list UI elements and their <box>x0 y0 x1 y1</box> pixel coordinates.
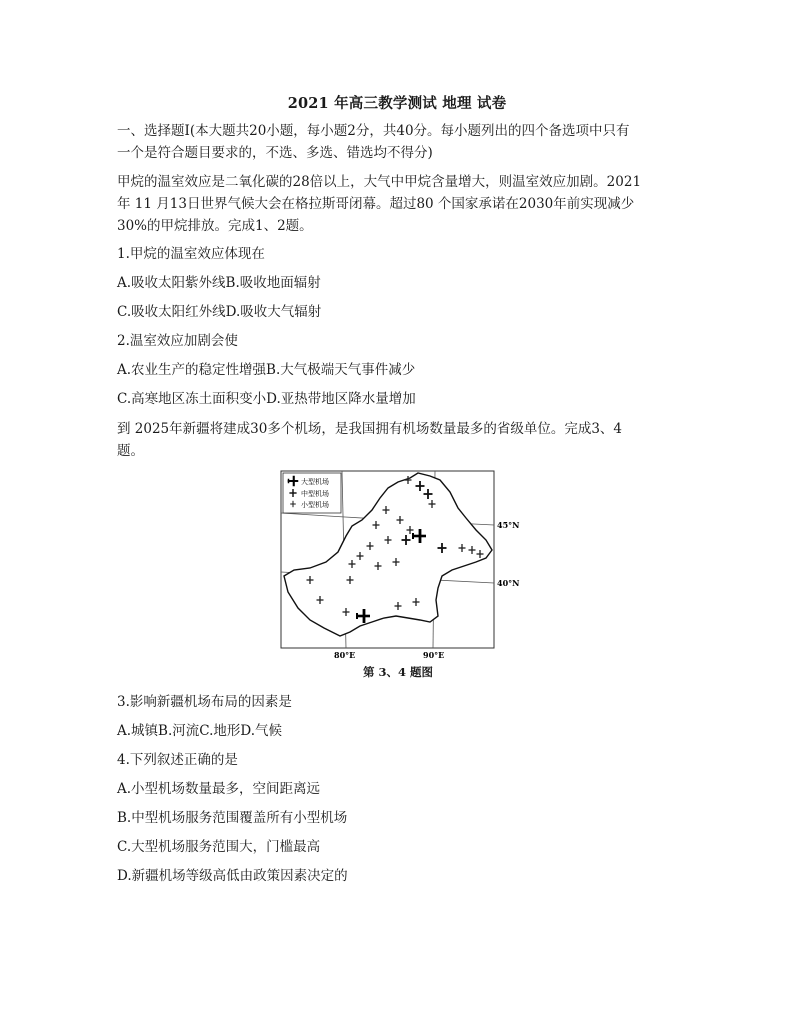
legend-label-large: 大型机场 <box>301 478 329 486</box>
question-4-option-a: A.小型机场数量最多，空间距离远 <box>117 781 321 797</box>
legend-label-medium: 中型机场 <box>301 490 329 498</box>
passage-1-line-3: 30%的甲烷排放。完成1、2题。 <box>117 218 313 234</box>
question-4-option-d: D.新疆机场等级高低由政策因素决定的 <box>117 868 348 884</box>
question-4-option-b: B.中型机场服务范围覆盖所有小型机场 <box>117 810 348 826</box>
question-2-stem: 2.温室效应加剧会使 <box>117 333 238 349</box>
lon-label-80: 80°E <box>334 650 356 660</box>
lon-label-90: 90°E <box>423 650 445 660</box>
question-1-options-cd: C.吸收太阳红外线D.吸收大气辐射 <box>117 304 322 320</box>
lat-label-45: 45°N <box>497 520 520 530</box>
passage-1-line-2: 年 11 月13日世界气候大会在格拉斯哥闭幕。超过80 个国家承诺在2030年前实现减少 <box>117 196 635 212</box>
question-2-options-cd: C.高寒地区冻土面积变小D.亚热带地区降水量增加 <box>117 391 416 407</box>
question-1-options-ab: A.吸收太阳紫外线B.吸收地面辐射 <box>117 275 321 291</box>
map-caption: 第 3、4 题图 <box>362 665 433 679</box>
page-title: 2021 年高三教学测试 地理 试卷 <box>287 95 507 112</box>
passage-2-line-2: 题。 <box>117 443 144 459</box>
lat-label-40: 40°N <box>497 578 520 588</box>
map-svg <box>280 470 520 660</box>
xinjiang-airport-map <box>280 470 520 684</box>
question-2-options-ab: A.农业生产的稳定性增强B.大气极端天气事件减少 <box>117 362 416 378</box>
question-1-stem: 1.甲烷的温室效应体现在 <box>117 246 265 262</box>
passage-2-line-1: 到 2025年新疆将建成30多个机场，是我国拥有机场数量最多的省级单位。完成3、4 <box>117 421 623 437</box>
section-heading-line-1: 一、选择题Ⅰ(本大题共20小题，每小题2分，共40分。每小题列出的四个备选项中只有 <box>117 123 630 139</box>
question-4-stem: 4.下列叙述正确的是 <box>117 752 238 768</box>
passage-1-line-1: 甲烷的温室效应是二氧化碳的28倍以上，大气中甲烷含量增大，则温室效应加剧。2021 <box>117 174 642 190</box>
legend-label-small: 小型机场 <box>301 501 329 509</box>
question-3-stem: 3.影响新疆机场布局的因素是 <box>117 694 292 710</box>
question-4-option-c: C.大型机场服务范围大，门槛最高 <box>117 839 321 855</box>
question-3-options: A.城镇B.河流C.地形D.气候 <box>117 723 283 739</box>
section-heading-line-2: 一个是符合题目要求的，不选、多选、错选均不得分) <box>117 145 433 161</box>
